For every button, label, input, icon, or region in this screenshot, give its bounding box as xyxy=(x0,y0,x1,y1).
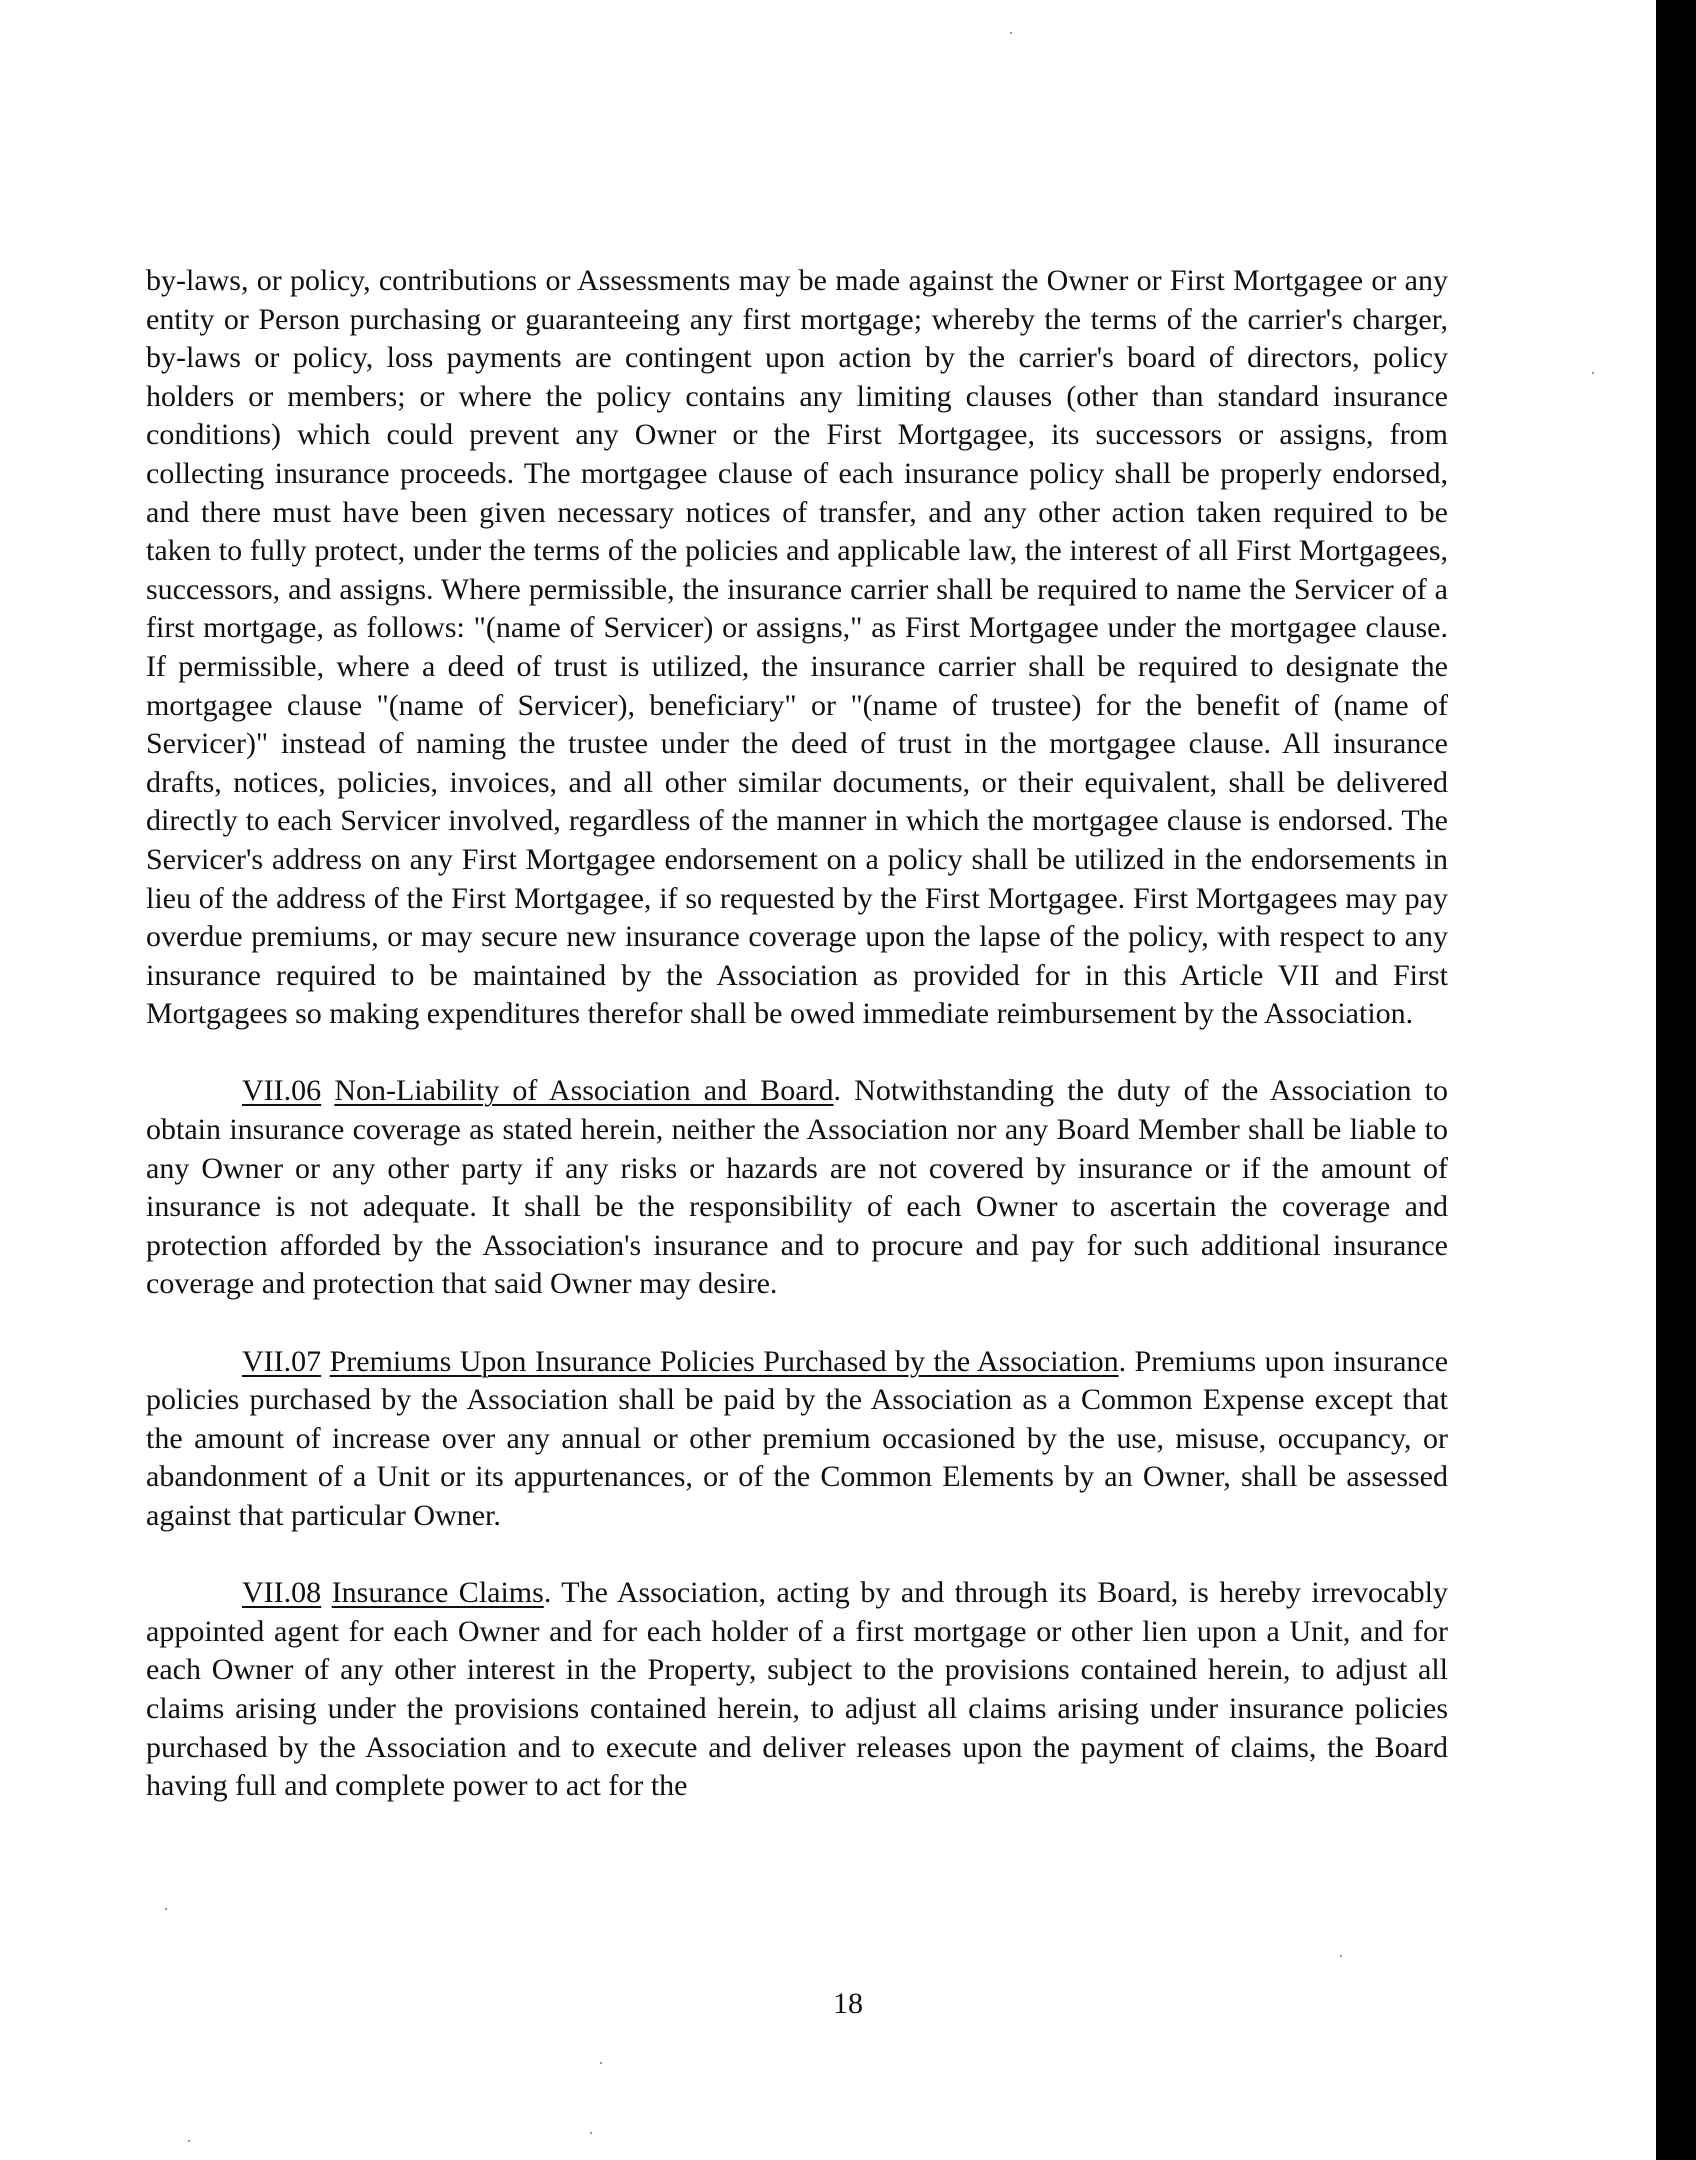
section-vii-06 xyxy=(146,1072,1448,1304)
section-heading: Non-Liability of Association and Board xyxy=(334,1074,834,1108)
section-vii-08 xyxy=(146,1574,1448,1806)
section-heading: Premiums Upon Insurance Policies Purchased by the Association xyxy=(329,1344,1119,1378)
section-text: . Notwithstanding the duty of the Association to obtain insurance coverage as stated herein, neither the Association nor any Board Member shall be liable to any Owner or any other party if any risks or hazards are not covered by insurance or if the amount of insurance is not adequate. It shall be the responsibility of each Owner to ascertain the coverage and protection afforded by the Association's insurance and to procure and pay for such additional insurance coverage and protection that said Owner may desire. xyxy=(146,1074,1448,1301)
document-body xyxy=(146,262,1448,1806)
page-number: 18 xyxy=(833,1987,863,2020)
paragraph-text: by-laws, or policy, contributions or Assessments may be made against the Owner or First Mortgagee or any entity or Person purchasing or guaranteeing any first mortgage; whereby the terms of the carrier's charger, by-laws or policy, loss payments are contingent upon action by the carrier's board of directors, policy holders or members; or where the policy contains any limiting clauses (other than standard insurance conditions) which could prevent any Owner or the First Mortgagee, its successors or assigns, from collecting insurance proceeds. The mortgagee clause of each insurance policy shall be properly endorsed, and there must have been given necessary notices of transfer, and any other action taken required to be taken to fully protect, under the terms of the policies and applicable law, the interest of all First Mortgagees, successors, and assigns. Where permissible, the insurance carrier shall be required to name the Servicer of a first mortgage, as follows: "(name of Servicer) or assigns," as First Mortgagee under the mortgagee clause. If permissible, where a deed of trust is utilized, the insurance carrier shall be required to designate the mortgagee clause "(name of Servicer), beneficiary" or "(name of trustee) for the benefit of (name of Servicer)" instead of naming the trustee under the deed of trust in the mortgagee clause. All insurance drafts, notices, policies, invoices, and all other similar documents, or their equivalent, shall be delivered directly to each Servicer involved, regardless of the manner in which the mortgagee clause is endorsed. The Servicer's address on any First Mortgagee endorsement on a policy shall be utilized in the endorsements in lieu of the address of the First Mortgagee, if so requested by the First Mortgagee. First Mortgagees may pay overdue premiums, or may secure new insurance coverage upon the lapse of the policy, with respect to any insurance required to be maintained by the Association as provided for in this Article VII and First Mortgagees so making expenditures therefor shall be owed immediate reimbursement by the Association. xyxy=(146,264,1448,1031)
section-text: . Premiums upon insurance policies purchased by the Association shall be paid by the Association as a Common Expense except that the amount of increase over any annual or other premium occasioned by the use, misuse, occupancy, or abandonment of a Unit or its appurtenances, or of the Common Elements by an Owner, shall be assessed against that particular Owner. xyxy=(146,1344,1449,1532)
scan-edge-shadow xyxy=(1656,0,1696,2160)
section-text: . The Association, acting by and through its Board, is hereby irrevocably appointed agent for each Owner and for each holder of a first mortgage or other lien upon a Unit, and for each Owner of any other interest in the Property, subject to the provisions contained herein, to adjust all claims arising under the provisions contained herein, to adjust all claims arising under insurance policies purchased by the Association and to execute and deliver releases upon the payment of claims, the Board having full and complete power to act for the xyxy=(146,1576,1449,1803)
scan-speck xyxy=(1010,32,1012,34)
section-number: VII.07 xyxy=(242,1344,322,1378)
scan-speck xyxy=(1592,372,1594,374)
scan-speck xyxy=(165,1908,167,1910)
scan-speck xyxy=(188,2140,190,2142)
paragraph-continuation xyxy=(146,262,1448,1034)
scan-speck xyxy=(590,2132,592,2134)
scan-speck xyxy=(1340,1955,1342,1957)
section-heading: Insurance Claims xyxy=(331,1576,544,1610)
scan-speck xyxy=(600,2062,602,2064)
section-vii-07 xyxy=(146,1343,1448,1536)
section-number: VII.08 xyxy=(242,1576,322,1610)
section-number: VII.06 xyxy=(242,1074,322,1108)
